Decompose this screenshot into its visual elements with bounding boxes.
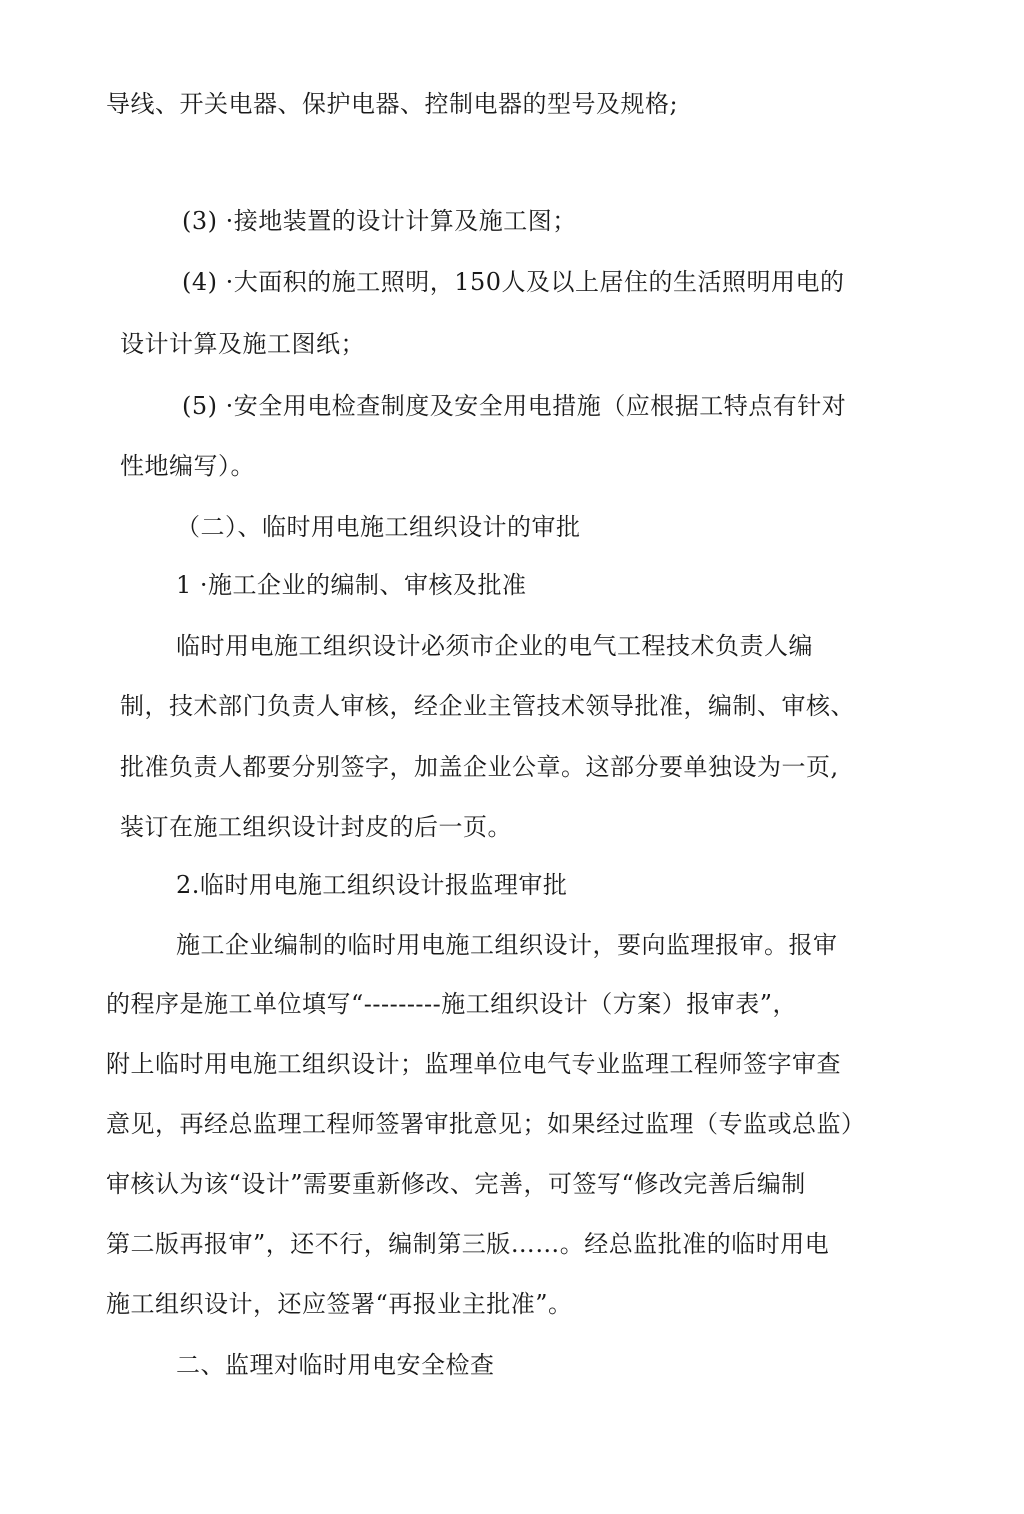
paragraph-1-line-1: 临时用电施工组织设计必须市企业的电气工程技术负责人编 (176, 632, 813, 660)
text-line-1: 导线、开关电器、保护电器、控制电器的型号及规格; (106, 90, 679, 118)
paragraph-2-line-6: 第二版再报审”，还不行，编制第三版……。经总监批准的临时用电 (106, 1230, 830, 1258)
subsection-heading-1: 1 ·施工企业的编制、审核及批准 (176, 571, 527, 599)
list-item-5: (5) ·安全用电检查制度及安全用电措施（应根据工特点有针对 (182, 392, 847, 420)
list-item-4: (4) ·大面积的施工照明，150人及以上居住的生活照明用电的 (182, 268, 845, 296)
section-heading-approval: （二）、临时用电施工组织设计的审批 (176, 513, 581, 541)
paragraph-1-line-4: 装订在施工组织设计封皮的后一页。 (120, 813, 512, 841)
paragraph-2-line-4: 意见，再经总监理工程师签署审批意见；如果经过监理（专监或总监） (106, 1110, 866, 1138)
paragraph-2-line-7: 施工组织设计，还应签署“再报业主批准”。 (106, 1290, 573, 1318)
subsection-heading-2: 2.临时用电施工组织设计报监理审批 (176, 871, 568, 899)
section-heading-inspection: 二、监理对临时用电安全检查 (176, 1351, 495, 1379)
list-item-4-cont: 设计计算及施工图纸； (120, 330, 365, 358)
paragraph-2-line-3: 附上临时用电施工组织设计；监理单位电气专业监理工程师签字审查 (106, 1050, 841, 1078)
paragraph-2-line-2: 的程序是施工单位填写“---------施工组织设计（方案）报审表”， (106, 990, 798, 1018)
paragraph-2-line-1: 施工企业编制的临时用电施工组织设计，要向监理报审。报审 (176, 931, 838, 959)
list-item-5-cont: 性地编写）。 (120, 452, 255, 480)
paragraph-1-line-3: 批准负责人都要分别签字，加盖企业公章。这部分要单独设为一页, (120, 753, 839, 781)
paragraph-2-line-5: 审核认为该“设计”需要重新修改、完善，可签写“修改完善后编制 (106, 1170, 806, 1198)
paragraph-1-line-2: 制，技术部门负责人审核，经企业主管技术领导批准，编制、审核、 (120, 692, 855, 720)
list-item-3: (3) ·接地装置的设计计算及施工图； (182, 207, 577, 235)
